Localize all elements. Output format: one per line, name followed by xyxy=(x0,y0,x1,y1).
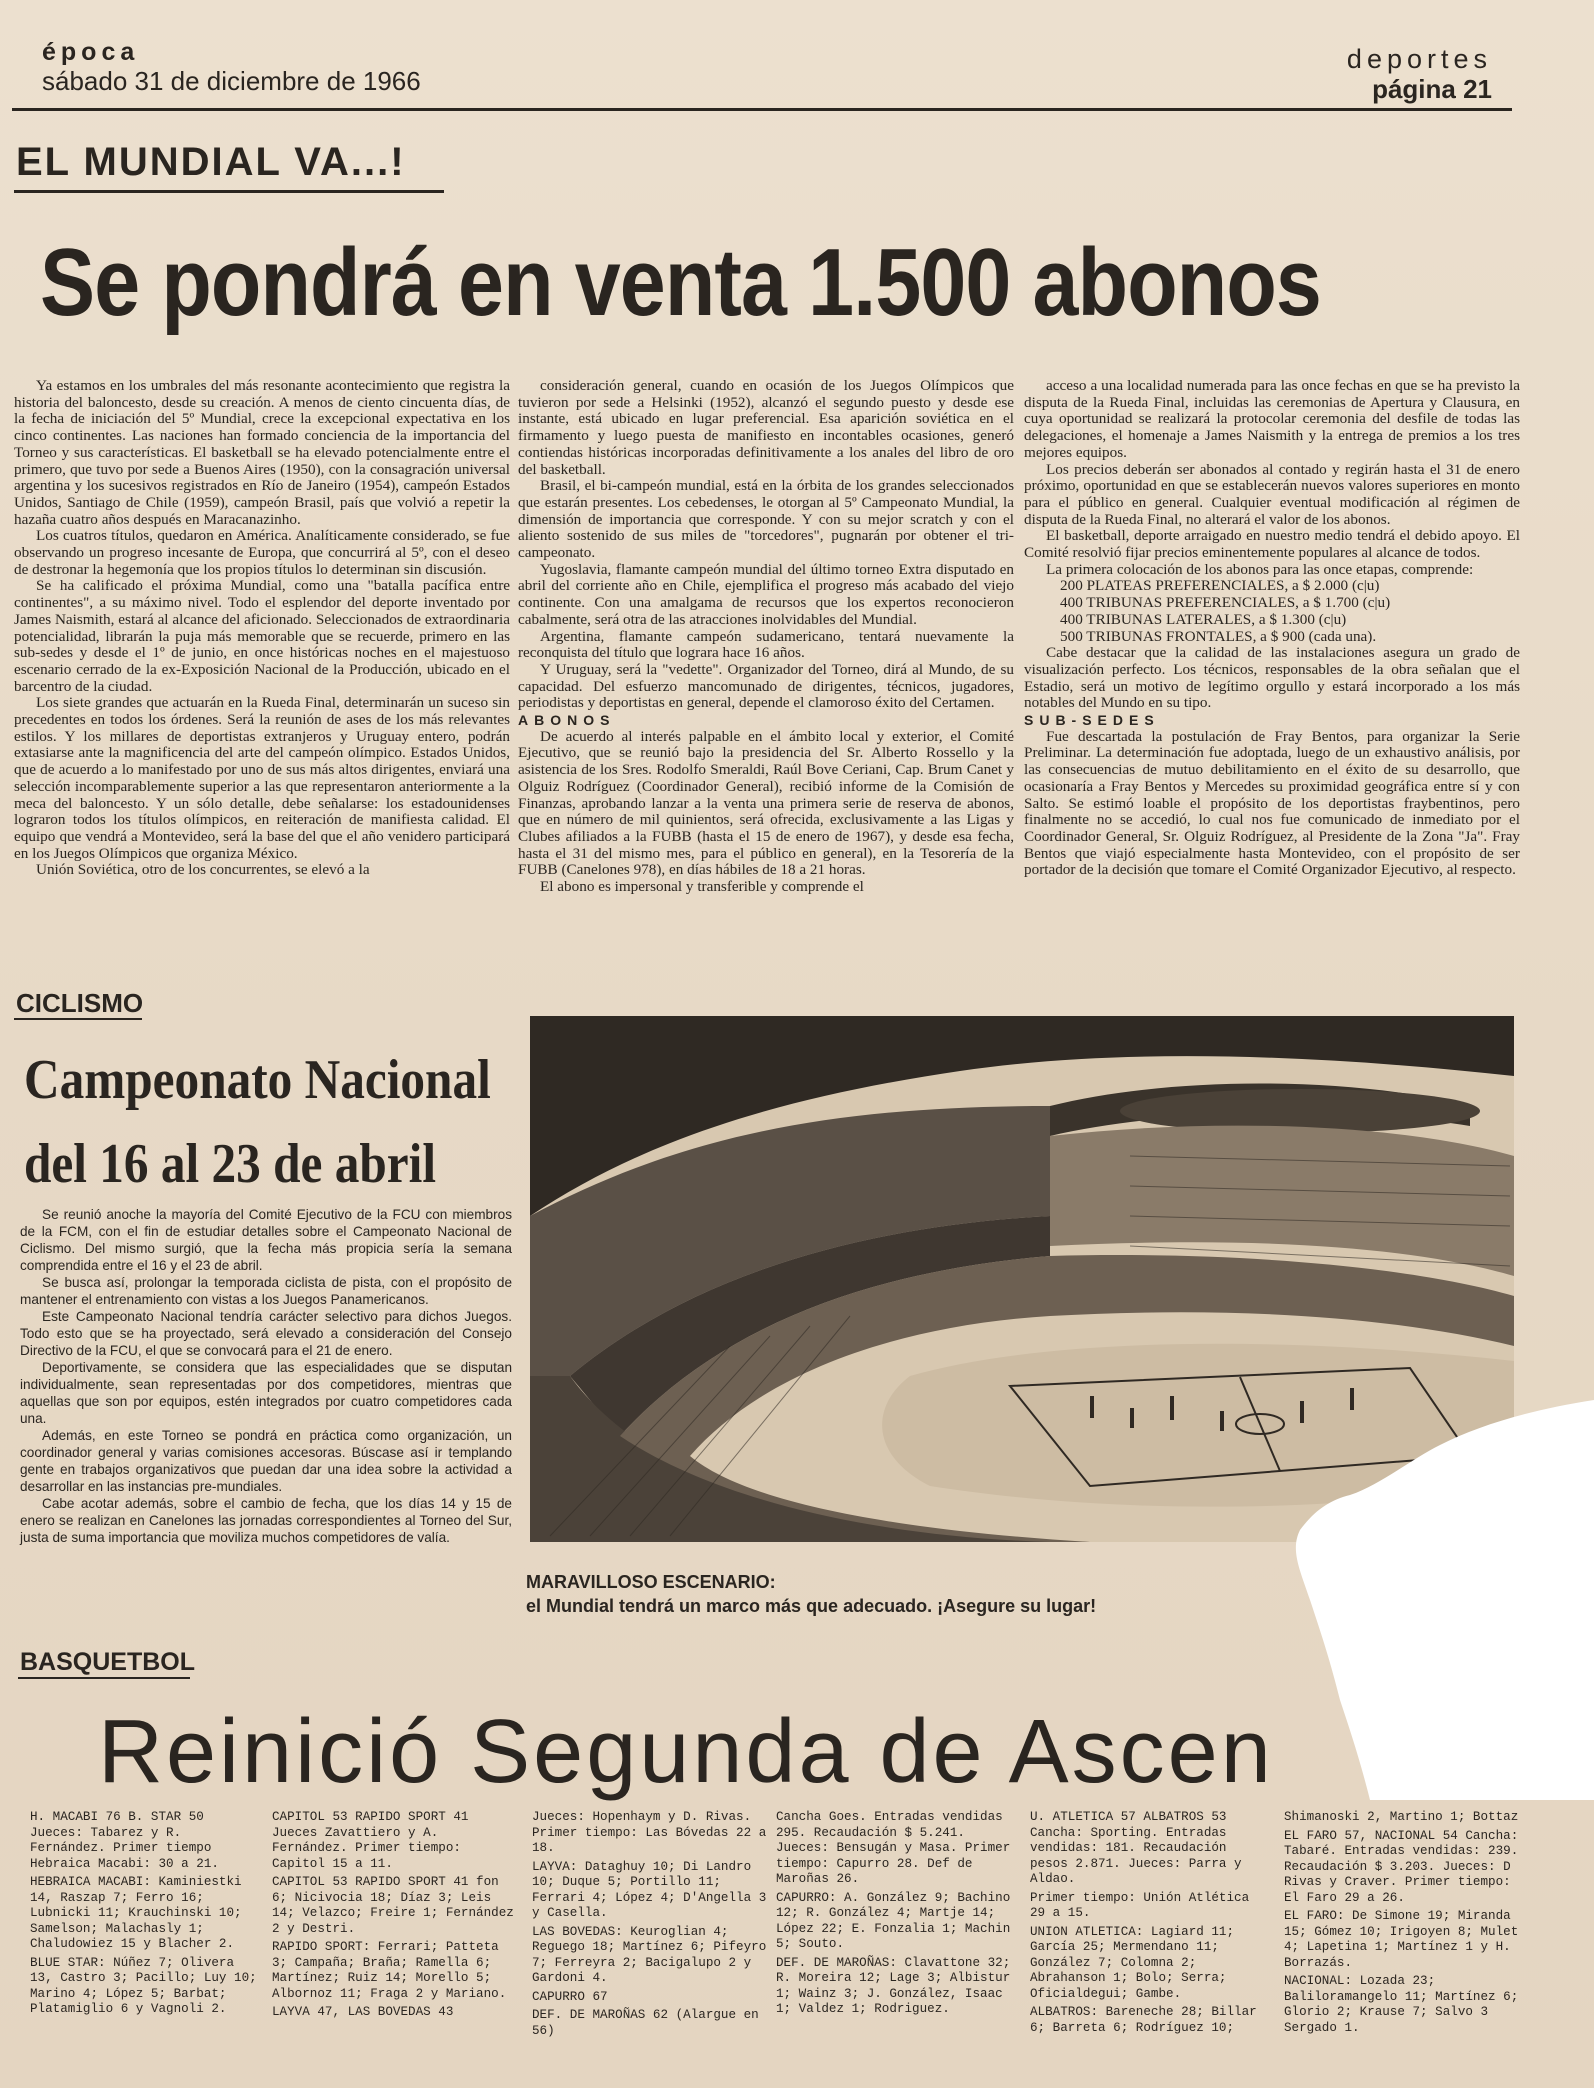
result-paragraph: LAYVA: Dataghuy 10; Di Landro 10; Duque 5; Portillo 11; Ferrari 4; López 4; D'Angella 3 y Casella. xyxy=(532,1859,767,1920)
header-rule xyxy=(12,108,1512,111)
article-paragraph: El basketball, deporte arraigado en nuestro medio tendrá el debido apoyo. El Comité resolvió fijar precios eminentemente populares al alcance de todos. xyxy=(1024,527,1520,562)
result-paragraph: CAPITOL 53 RAPIDO SPORT 41 fon 6; Nicivocia 18; Díaz 3; Leis 14; Velazco; Freire 1; Fernández 2 y Destri. xyxy=(272,1875,514,1936)
article-paragraph: La primera colocación de los abonos para las once etapas, comprende: xyxy=(1046,560,1474,578)
result-paragraph: BLUE STAR: Núñez 7; Olivera 13, Castro 3; Pacillo; Luy 10; Marino 4; López 5; Barbat; Platamiglio 6 y Vagnoli 2. xyxy=(30,1955,257,2016)
photo-caption xyxy=(526,1570,1326,1618)
article-paragraph: Fue descartada la postulación de Fray Bentos, para organizar la Serie Preliminar. La determinación fue adoptada, luego de un exhaustivo análisis, por las consecuencias de mutuo debilitamiento en el éxito de su desarrollo, que ocasionaría a Fray Bentos y Mercedes su proximidad geográfica entre sí y con Salto. Se estimó loable el propósito de los deportistas fraybentinos, pero finalmente no se accedió, lo cual nos fue comunicado de inmediato por el Coordinador General, Sr. Olguiz Rodríguez, al Presidente de la Zona "Ja". Fray Bentos que viajó especialmente hasta Montevideo, con el propósito de ser portador de la decisión que tomare el Comité Organizador Ejecutivo, al respecto. xyxy=(1024,727,1520,879)
result-paragraph: EL FARO 57, NACIONAL 54 Cancha: Tabaré. Entradas vendidas: 239. Recaudación $ 3.203. Jueces: D Rivas y Craver. Primer tiempo: El Faro 29 a 26. xyxy=(1284,1828,1519,1905)
article-paragraph: El abono es impersonal y transferible y comprende el xyxy=(540,878,864,896)
article-paragraph: Yugoslavia, flamante campeón mundial del último torneo Extra disputado en abril del corriente año en Chile, ejemplifica el progreso más acabado del viejo continente. Con una amalgama de recursos que los expertos reconocieron cabalmente, será otra de las atracciones inolvidables del Mundial. xyxy=(518,560,1014,628)
article-paragraph: Los siete grandes que actuarán en la Rueda Final, determinarán un suceso sin precedentes en todos los órdenes. Será la reunión de ases de los más relevantes estilos. Y los millares de deportistas extranjeros y Uruguay entero, podrán extasiarse ante la magnificencia del arte del campeón olímpico. Estados Unidos, que de acuerdo a lo manifestado por uno de sus más altos dirigentes, enviará una selección incomparablemente superior a las que representaron anteriormente a la meca del baloncesto. Y un sólo detalle, debe señalarse: los estadounidenses lograron todos los títulos olímpicos, en reiteración de manifiesta calidad. El equipo que vendrá a Montevideo, será la base del que el año venidero participará en los Juegos Olímpicos que organiza México. xyxy=(14,694,510,862)
caption-text: el Mundial tendrá un marco más que adecuado. ¡Asegure su lugar! xyxy=(526,1596,1097,1616)
result-paragraph: UNION ATLETICA: Lagiard 11; García 25; Mermendano 11; González 7; Colomna 2; Abrahanson 1; Bolo; Serra; Oficialdegui; Gambe. xyxy=(1030,1924,1235,2001)
cycling-kicker: CICLISMO xyxy=(16,988,144,1018)
article-column-3 xyxy=(1024,378,1520,879)
price-list-item: 500 TRIBUNAS FRONTALES, a $ 900 (cada una). xyxy=(1060,627,1377,645)
kicker-underline xyxy=(14,1018,142,1020)
basketball-headline: Reinició Segunda de Ascen xyxy=(98,1702,1274,1802)
results-column-2 xyxy=(272,1810,516,2024)
price-list-item: 400 TRIBUNAS PREFERENCIALES, a $ 1.700 (c|u) xyxy=(1060,594,1391,612)
article-paragraph: Deportivamente, se considera que las especialidades que se disputan individualmente, sean representadas por dos competidores, mientras que aquellas que son por equipos, estén integrados por cuatro competidores cada una. xyxy=(20,1360,512,1426)
result-paragraph: Shimanoski 2, Martino 1; Bottaz xyxy=(1284,1810,1519,1824)
result-paragraph: CAPURRO: A. González 9; Bachino 12; R. González 4; Martje 14; López 22; E. Fonzalia 1; Machin 5; Souto. xyxy=(776,1890,1011,1951)
result-paragraph: LAYVA 47, LAS BOVEDAS 43 xyxy=(272,2005,454,2019)
subsedes-subhead: SUB-SEDES xyxy=(1024,712,1160,729)
result-paragraph: Primer tiempo: Unión Atlética 29 a 15. xyxy=(1030,1890,1250,1920)
kicker-underline xyxy=(18,1677,190,1679)
result-paragraph: LAS BOVEDAS: Keuroglian 4; Reguego 18; Martínez 6; Pifeyro 7; Ferreyra 2; Bacigalupo 2 y Gardoni 4. xyxy=(532,1924,767,1985)
main-kicker: EL MUNDIAL VA...! xyxy=(16,140,406,184)
article-paragraph: Además, en este Torneo se pondrá en práctica como organización, un coordinador general y varias comisiones accesoras. Búscase así ir templando gente en trabajos organizativos que puedan dar una idea sobre la actividad a desarrollar en las instancias pre-mundiales. xyxy=(20,1428,512,1494)
results-column-5 xyxy=(1030,1810,1270,2039)
article-paragraph: Se ha calificado el próxima Mundial, como una "batalla pacífica entre continentes", a su máximo nivel. Todo el esplendor del deporte inventado por James Naismith, estará al alcance del aficionado. Seleccionados de extraordinaria potencialidad, librarán la puja más memorable que se recuerde, primero en las sub-sedes y desde el 1º de junio, en once históricas noches en el majestuoso escenario cerrado de la ex-Exposición Nacional de la Producción, ubicado en el barcentro de la ciudad. xyxy=(14,577,510,695)
cycling-headline xyxy=(24,1038,491,1206)
article-paragraph: Unión Soviética, otro de los concurrentes, se elevó a la xyxy=(36,861,370,879)
section-name: deportes xyxy=(1346,44,1492,74)
result-paragraph: ALBATROS: Bareneche 28; Billar 6; Barreta 6; Rodríguez 10; xyxy=(1030,2005,1257,2035)
article-paragraph: Cabe acotar además, sobre el cambio de fecha, que los días 14 y 15 de enero se realizan en Canelones las jornadas correspondientes al Torneo del Sur, justa de suma importancia que moviliza muchos competidores de valía. xyxy=(20,1496,512,1545)
newspaper-name: época xyxy=(42,38,140,66)
article-paragraph: Se busca así, prolongar la temporada ciclista de pista, con el propósito de mantener el entrenamiento con vistas a los Juegos Panamericanos. xyxy=(20,1275,512,1307)
price-list-item: 400 TRIBUNAS LATERALES, a $ 1.300 (c|u) xyxy=(1060,610,1347,628)
results-column-6 xyxy=(1284,1810,1524,2039)
article-paragraph: Cabe destacar que la calidad de las instalaciones asegura un grado de visualización perfecto. Los técnicos, responsables de la obra señalan que el Estadio, será un motivo de legítimo orgullo y estará incorporado a los más notables del Mundo en su tipo. xyxy=(1024,644,1520,712)
article-column-1 xyxy=(14,378,510,879)
main-headline: Se pondrá en venta 1.500 abonos xyxy=(40,229,1321,336)
article-paragraph: Este Campeonato Nacional tendría carácter selectivo para dichos Juegos. Todo esto que se ha proyectado, será elevado a consideración del Consejo Directivo de la FCU, el que se convocará para el 21 de enero. xyxy=(20,1309,512,1358)
cycling-headline-line-1: Campeonato Nacional xyxy=(24,1049,491,1111)
article-column-2 xyxy=(518,378,1014,896)
price-list xyxy=(1060,578,1520,645)
article-paragraph: De acuerdo al interés palpable en el ámbito local y exterior, el Comité Ejecutivo, que se reunió bajo la presidencia del Sr. Alberto Rossello y la asistencia de los Sres. Rodolfo Smeraldi, Raúl Bove Ceriani, Cap. Brum Canet y Olguiz Rodríguez (Coordinador General), recibió informe de la Comisión de Finanzas, aprobando lanzar a la venta una primera serie de reserva de abonos, que en número de mil quinientos, será ofrecida, exclusivamente a las Ligas y Clubes afiliados a la FUBB (hasta el 15 de enero de 1967), y desde esa fecha, hasta el 31 del mismo mes, para el público en general), en la Tesorería de la FUBB (Canelones 978), en días hábiles de 18 a 21 horas. xyxy=(518,727,1014,879)
cycling-article xyxy=(20,1206,512,1546)
masthead-right xyxy=(1192,44,1492,104)
article-paragraph: Se reunió anoche la mayoría del Comité Ejecutivo de la FCU con miembros de la FCM, con el fin de estudiar detalles sobre el Campeonato Nacional de Ciclismo. Del mismo surgió, que la fecha más propicia sería la semana comprendida entre el 16 y el 23 de abril. xyxy=(20,1207,512,1273)
masthead-left xyxy=(42,38,562,96)
result-paragraph: CAPURRO 67 xyxy=(532,1989,608,2004)
result-paragraph: Cancha Goes. Entradas vendidas 295. Recaudación $ 5.241. Jueces: Bensugán y Masa. Primer tiempo: Capurro 28. Def de Maroñas 26. xyxy=(776,1810,1011,1886)
result-paragraph: CAPITOL 53 RAPIDO SPORT 41 Jueces Zavattiero y A. Fernández. Primer tiempo: Capitol 15 a 11. xyxy=(272,1810,469,1871)
result-paragraph: Jueces: Hopenhaym y D. Rivas. Primer tiempo: Las Bóvedas 22 a 18. xyxy=(532,1810,767,1855)
article-paragraph: Ya estamos en los umbrales del más resonante acontecimiento que registra la historia del baloncesto, desde su creación. A menos de ciento cincuenta días, de la fecha de iniciación del 5º Mundial, crece la excepcional expectativa en los cinco continentes. Las naciones han formado conciencia de la importancia del Torneo y sus características. El basketball se ha elevado potencialmente entre el primero, que tuvo por sede a Buenos Aires (1950), con la consagración universal argentina y los sucesivos registrados en Río de Janeiro (1954), campeón Estados Unidos, Santiago de Chile (1959), campeón Brasil, país que volvió a repetir la hazaña cuatro años después en Maracanazinho. xyxy=(14,377,510,528)
results-column-4 xyxy=(776,1810,1020,2021)
result-paragraph: U. ATLETICA 57 ALBATROS 53 Cancha: Sporting. Entradas vendidas: 181. Recaudación pesos 2.871. Jueces: Parra y Aldao. xyxy=(1030,1810,1242,1886)
result-paragraph: RAPIDO SPORT: Ferrari; Patteta 3; Campaña; Braña; Ramella 6; Martínez; Ruiz 14; Morello 5; Albornoz 11; Fraga 2 y Mariano. xyxy=(272,1940,507,2001)
result-paragraph: EL FARO: De Simone 19; Miranda 15; Gómez 10; Irigoyen 8; Mulet 4; Lapetina 1; Martínez 1 y H. Borrazás. xyxy=(1284,1909,1519,1970)
article-paragraph: Los precios deberán ser abonados al contado y regirán hasta el 31 de enero próximo, oportunidad en que se establecerán nuevos valores superiores en monto para el público en general. Cualquier eventual modificación al régimen de disputa de la Rueda Final, no alterará el valor de los abonos. xyxy=(1024,460,1520,528)
basketball-kicker: BASQUETBOL xyxy=(20,1648,195,1676)
page-number: página 21 xyxy=(1372,74,1492,104)
caption-title: MARAVILLOSO ESCENARIO: xyxy=(526,1572,776,1592)
price-list-item: 200 PLATEAS PREFERENCIALES, a $ 2.000 (c|u) xyxy=(1060,577,1380,595)
result-paragraph: H. MACABI 76 B. STAR 50 Jueces: Tabarez y R. Fernández. Primer tiempo Hebraica Macabi: 30 a 21. xyxy=(30,1810,219,1871)
article-paragraph: Argentina, flamante campeón sudamericano, tentará nuevamente la reconquista del título que lograra hace 16 años. xyxy=(518,627,1014,662)
article-paragraph: Y Uruguay, será la "vedette". Organizador del Torneo, dirá al Mundo, de su capacidad. Del esfuerzo mancomunado de dirigentes, técnicos, jugadores, periodistas y deportistas en general, depende el clamoroso éxito del Certamen. xyxy=(518,660,1014,712)
results-column-3 xyxy=(532,1810,770,2042)
result-paragraph: HEBRAICA MACABI: Kaminiestki 14, Raszap 7; Ferro 16; Lubnicki 11; Krauchinski 10; Samelson; Malachasly 1; Chaludowiez 15 y Blacher 2. xyxy=(30,1875,242,1951)
article-paragraph: acceso a una localidad numerada para las once fechas en que se ha previsto la disputa de la Rueda Final, incluidas las ceremonias de Apertura y Clausura, en cuya oportunidad se realizará la protocolar ceremonia del desfile de todas las delegaciones, el homenaje a James Naismith y la entrega de premios a los tres mejores equipos. xyxy=(1024,377,1520,461)
article-paragraph: Brasil, el bi-campeón mundial, está en la órbita de los grandes seleccionados que estarán presentes. Los cebedenses, le otorgan al 5º Campeonato Mundial, la dimensión de importancia que corresponde. Y con su mejor scratch y con el aliento sostenido de sus miles de "torcedores", pugnarán por obtener el tri-campeonato. xyxy=(518,477,1014,562)
results-column-1 xyxy=(30,1810,260,2021)
result-paragraph: DEF. DE MAROÑAS: Clavattone 32; R. Moreira 12; Lage 3; Albistur 1; Wainz 3; J. González, Isaac 1; Valdez 1; Rodriguez. xyxy=(776,1955,1011,2016)
article-paragraph: consideración general, cuando en ocasión de los Juegos Olímpicos que tuvieron por sede a Helsinki (1952), alcanzó el segundo puesto y desde ese instante, está ubicado en lugar preferencial. Esa aparición soviética en el firmamento y luego puesta de manifiesto en incontables ocasiones, generó contiendas históricas incorporadas definitivamente a los anales del libro de oro del basketball. xyxy=(518,377,1014,478)
result-paragraph: DEF. DE MAROÑAS 62 (Alargue en 56) xyxy=(532,2008,759,2038)
result-paragraph: NACIONAL: Lozada 23; Baliloramangelo 11; Martínez 6; Glorio 2; Krause 7; Salvo 3 Sergado 1. xyxy=(1284,1974,1519,2035)
cycling-headline-line-2: del 16 al 23 de abril xyxy=(24,1133,437,1195)
kicker-underline xyxy=(14,190,444,193)
issue-date: sábado 31 de diciembre de 1966 xyxy=(42,66,421,96)
abonos-subhead: ABONOS xyxy=(518,712,616,729)
article-paragraph: Los cuatros títulos, quedaron en América. Analíticamente considerado, se fue observando un progreso incesante de Europa, que concurrirá al 5º, con el deseo de destronar la hegemonía que los propios títulos lo determinan sin discusión. xyxy=(14,527,510,578)
